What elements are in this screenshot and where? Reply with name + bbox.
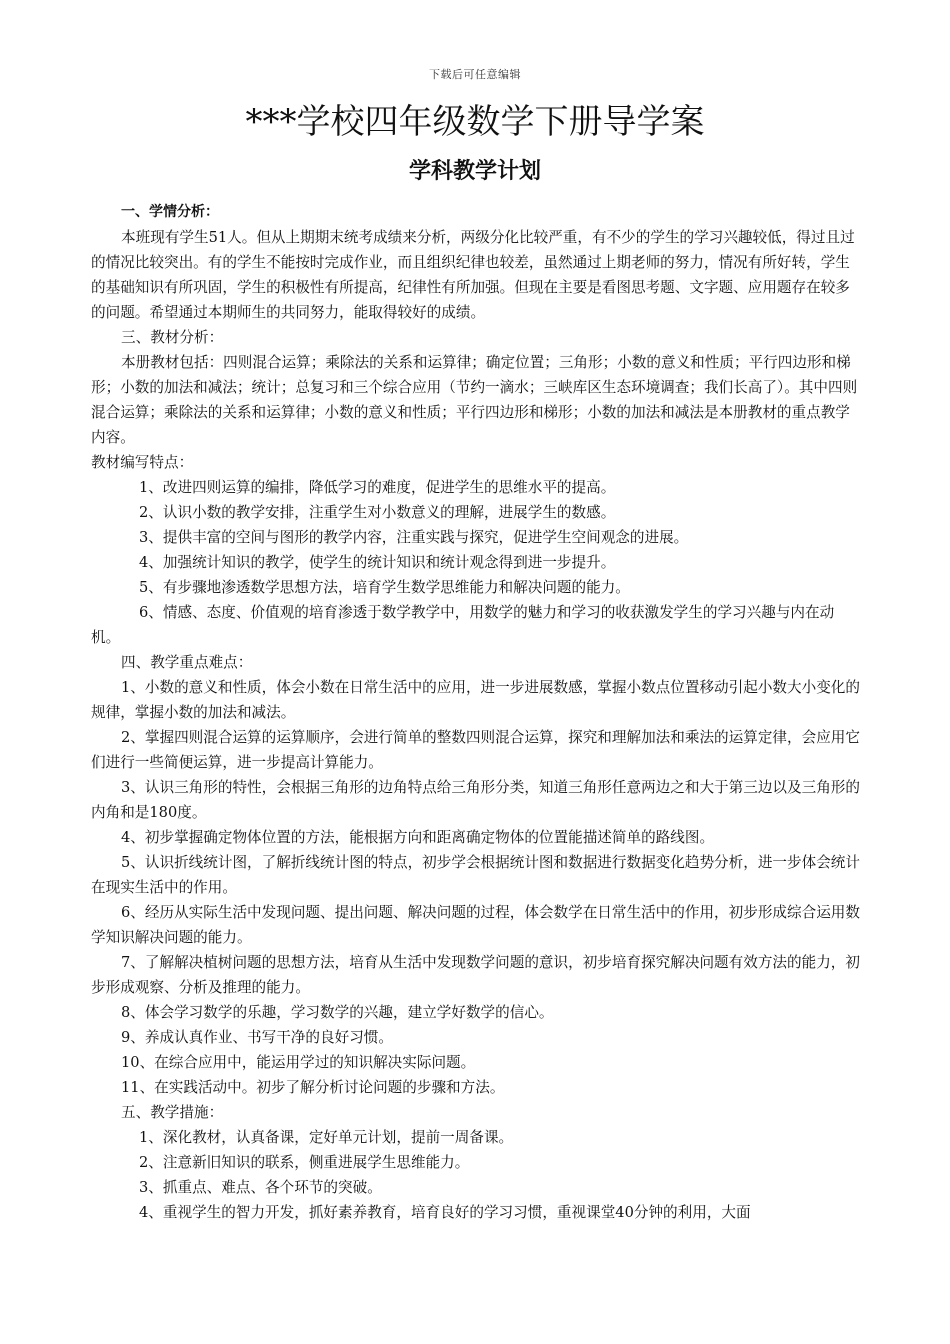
feature-item: 6、情感、态度、价值观的培育渗透于数学教学中，用数学的魅力和学习的收获激发学生的学习兴趣与内在动机。	[91, 604, 835, 646]
key-point-item: 10、在综合应用中，能运用学过的知识解决实际问题。	[121, 1054, 476, 1071]
feature-item: 4、加强统计知识的教学，使学生的统计知识和统计观念得到进一步提升。	[139, 554, 616, 571]
measure-item: 1、深化教材，认真备课，定好单元计划，提前一周备课。	[139, 1129, 514, 1146]
document-subtitle: 学科教学计划	[408, 159, 541, 184]
section-heading-textbook: 三、教材分析：	[121, 329, 224, 346]
key-point-item: 7、了解解决植树问题的思想方法，培育从生活中发现数学问题的意识，初步培育探究解决问题有效方法的能力，初步形成观察、分析及推理的能力。	[91, 954, 860, 996]
header-note: 下载后可任意编辑	[429, 68, 521, 81]
key-point-item: 4、初步掌握确定物体位置的方法，能根据方向和距离确定物体的位置能描述简单的路线图。	[121, 829, 715, 846]
key-point-item: 5、认识折线统计图，了解折线统计图的特点，初步学会根据统计图和数据进行数据变化趋势分析，进一步体会统计在现实生活中的作用。	[91, 854, 860, 896]
document-title: ***学校四年级数学下册导学案	[245, 102, 705, 142]
section-heading-situation: 一、学情分析：	[121, 204, 219, 220]
feature-item: 3、提供丰富的空间与图形的教学内容，注重实践与探究，促进学生空间观念的进展。	[139, 529, 689, 546]
features-heading: 教材编写特点：	[91, 454, 194, 471]
feature-item: 5、有步骤地渗透数学思想方法，培育学生数学思维能力和解决问题的能力。	[139, 579, 630, 596]
section-heading-measures: 五、教学措施：	[121, 1104, 224, 1121]
document-body	[91, 200, 861, 1225]
measure-item: 4、重视学生的智力开发，抓好素养教育，培育良好的学习习惯，重视课堂40分钟的利用，大面	[139, 1204, 751, 1221]
paragraph-textbook: 本册教材包括：四则混合运算；乘除法的关系和运算律；确定位置；三角形；小数的意义和性质；平行四边形和梯形；小数的加法和减法；统计；总复习和三个综合应用（节约一滴水；三峡库区生态环境调查；我们长高了）。其中四则混合运算；乘除法的关系和运算律；小数的意义和性质；平行四边形和梯形；小数的加法和减法是本册教材的重点教学内容。	[91, 354, 858, 446]
key-point-item: 11、在实践活动中。初步了解分析讨论问题的步骤和方法。	[121, 1079, 505, 1096]
key-point-item: 1、小数的意义和性质，体会小数在日常生活中的应用，进一步进展数感，掌握小数点位置移动引起小数大小变化的规律，掌握小数的加法和减法。	[91, 679, 860, 721]
measure-item: 2、注意新旧知识的联系，侧重进展学生思维能力。	[139, 1154, 470, 1171]
measure-item: 3、抓重点、难点、各个环节的突破。	[139, 1179, 382, 1196]
key-point-item: 2、掌握四则混合运算的运算顺序，会进行简单的整数四则混合运算，探究和理解加法和乘法的运算定律，会应用它们进行一些简便运算，进一步提高计算能力。	[91, 729, 860, 771]
paragraph-situation: 本班现有学生51人。但从上期期末统考成绩来分析，两级分化比较严重，有不少的学生的学习兴趣较低，得过且过的情况比较突出。有的学生不能按时完成作业，而且组织纪律也较差，虽然通过上期老师的努力，情况有所好转，学生的基础知识有所巩固，学生的积极性有所提高，纪律性有所加强。但现在主要是看图思考题、文字题、应用题存在较多的问题。希望通过本期师生的共同努力，能取得较好的成绩。	[91, 229, 855, 321]
key-point-item: 6、经历从实际生活中发现问题、提出问题、解决问题的过程，体会数学在日常生活中的作用，初步形成综合运用数学知识解决问题的能力。	[91, 904, 860, 946]
key-point-item: 8、体会学习数学的乐趣，学习数学的兴趣，建立学好数学的信心。	[121, 1004, 554, 1021]
section-heading-key-points: 四、教学重点难点：	[121, 654, 253, 671]
feature-item: 2、认识小数的教学安排，注重学生对小数意义的理解，进展学生的数感。	[139, 504, 616, 521]
feature-item: 1、改进四则运算的编排，降低学习的难度，促进学生的思维水平的提高。	[139, 479, 616, 496]
key-point-item: 9、养成认真作业、书写干净的良好习惯。	[121, 1029, 393, 1046]
key-point-item: 3、认识三角形的特性，会根据三角形的边角特点给三角形分类，知道三角形任意两边之和大于第三边以及三角形的内角和是180度。	[91, 779, 860, 821]
